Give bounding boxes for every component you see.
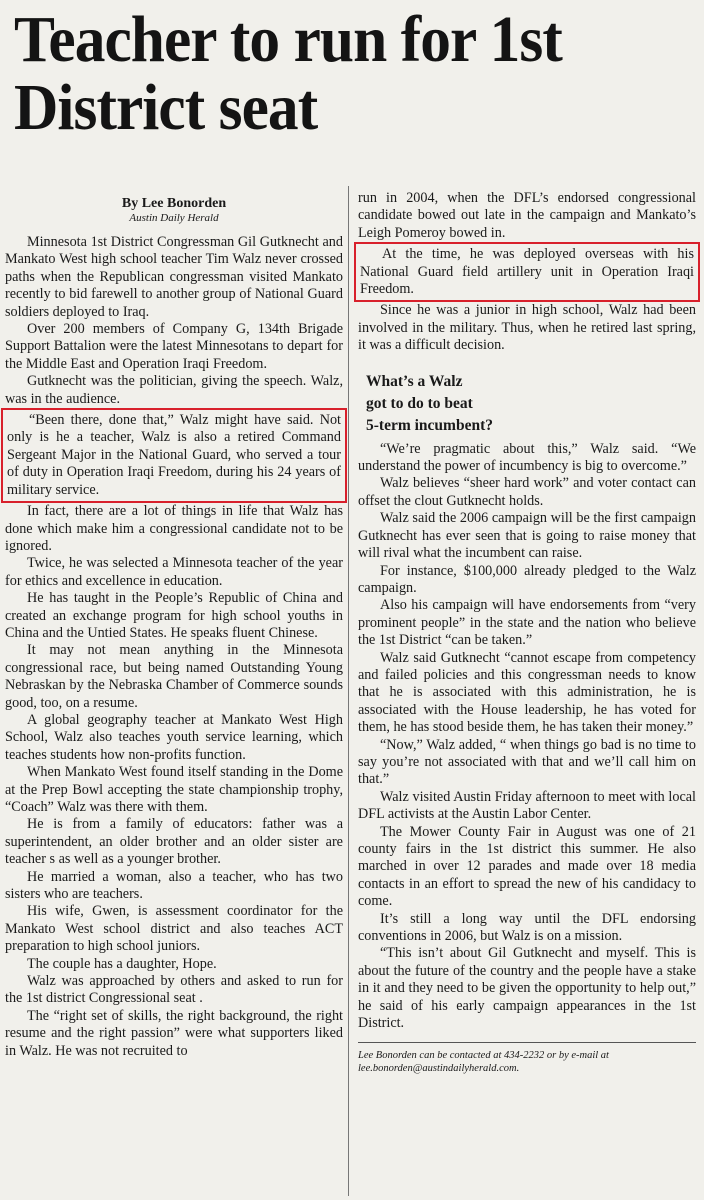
right-lead-paragraph: run in 2004, when the DFL’s endorsed congressional candidate bowed out late in the campaign and Mankato’s Leigh Pomeroy bowed in. — [358, 190, 696, 241]
paragraph: Also his campaign will have endorsements from “very prominent people” in the state and the nation who believe the 1st District “can be taken.” — [358, 597, 696, 649]
paragraph: The “right set of skills, the right background, the right resume and the right passion” were what supporters liked in Walz. He was not recruited to — [5, 1007, 343, 1059]
paragraph: When Mankato West found itself standing in the Dome at the Prep Bowl accepting the state championship trophy, “Coach” Walz was there with them. — [5, 764, 343, 815]
paragraph: Minnesota 1st District Congressman Gil Gutknecht and Mankato West high school teacher Tim Walz never crossed paths when the Republican congressman visited Mankato recently to bid farewell to another group of National Guard soldiers deployed to Iraq. — [5, 234, 343, 320]
paragraph: “We’re pragmatic about this,” Walz said. “We understand the power of incumbency is big to overcome.” — [358, 440, 696, 475]
paragraph: Walz said Gutknecht “cannot escape from competency and failed policies and this congressman needs to know that he is associated with this administration, he is associated with the House leadership, he has voted for them, he has stood beside them, he has taken their money.” — [358, 649, 696, 736]
paragraph: Walz visited Austin Friday afternoon to meet with local DFL activists at the Austin Labor Center. — [358, 788, 696, 823]
highlight-box-right — [354, 242, 700, 302]
footer-rule — [358, 1042, 696, 1043]
paragraph: It’s still a long way until the DFL endorsing conventions in 2006, but Walz is on a mission. — [358, 910, 696, 945]
paragraph: Gutknecht was the politician, giving the speech. Walz, was in the audience. — [5, 373, 343, 407]
subhead-line: got to do to beat — [366, 394, 473, 412]
paragraph: Walz believes “sheer hard work” and voter contact can offset the clout Gutknecht holds. — [358, 475, 696, 509]
paragraph: It may not mean anything in the Minnesota congressional race, but being named Outstanding Young Nebraskan by the Nebraska Chamber of Commerce sounds good, too, on a resume. — [5, 642, 343, 711]
paragraph: He married a woman, also a teacher, who has two sisters who are teachers. — [5, 868, 343, 903]
paragraph: In fact, there are a lot of things in life that Walz has done which make him a congressional candidate not to be ignored. — [5, 503, 343, 554]
subhead — [366, 371, 696, 437]
author-credit: Lee Bonorden can be contacted at 434-2232 or by e-mail at lee.bonorden@austindailyherald.com. — [358, 1050, 609, 1075]
left-body-paragraphs — [5, 503, 343, 1060]
paragraph: A global geography teacher at Mankato West High School, Walz also teaches youth service learning, which teaches students how non-profits function. — [5, 711, 343, 763]
subhead-line: What’s a Walz — [366, 372, 463, 390]
byline-organization: Austin Daily Herald — [129, 212, 219, 224]
left-intro-paragraphs — [5, 234, 343, 408]
highlight-paragraph-left: “Been there, done that,” Walz might have said. Not only is he a teacher, Walz is also a retired Command Sergeant Major in the National Guard, who served a tour of duty in Operation Iraqi Freedom, during his 24 years of military service. — [7, 412, 341, 498]
paragraph: His wife, Gwen, is assessment coordinator for the Mankato West school district and also teaches ACT preparation to high school juniors. — [5, 903, 343, 955]
column-divider — [348, 186, 349, 1196]
right-paragraph-after: Since he was a junior in high school, Walz had been involved in the military. Thus, when he retired last spring, it was a difficult decision. — [358, 302, 696, 354]
paragraph: Twice, he was selected a Minnesota teacher of the year for ethics and excellence in education. — [5, 555, 343, 589]
paragraph: The Mower County Fair in August was one of 21 county fairs in the 1st district this summer. He also marched in over 12 parades and made over 18 media contacts in an effort to spread the new of his candidacy to come. — [358, 823, 696, 910]
paragraph: For instance, $100,000 already pledged to the Walz campaign. — [358, 562, 696, 596]
paragraph: “This isn’t about Gil Gutknecht and myself. This is about the future of the country and the people have a stake in it and they need to be given the opportunity to help out,” he said of his early campaign appearances in the 1st District. — [358, 945, 696, 1032]
paragraph: Walz said the 2006 campaign will be the first campaign Gutknecht has ever seen that is going to raise money that will rival what the incumbent can raise. — [358, 510, 696, 562]
paragraph: “Now,” Walz added, “ when things go bad is no time to say you’re not associated with that and we’ll call him on that.” — [358, 736, 696, 788]
left-column — [5, 196, 343, 1060]
highlight-box-left — [1, 408, 347, 503]
highlight-paragraph-right: At the time, he was deployed overseas with his National Guard field artillery unit in Operation Iraqi Freedom. — [360, 246, 694, 298]
right-body-paragraphs — [358, 441, 696, 1033]
right-column — [358, 190, 696, 1075]
subhead-line: 5-term incumbent? — [366, 416, 493, 434]
paragraph: He has taught in the People’s Republic of China and created an exchange program for high school youths in China and the Untied States. He speaks fluent Chinese. — [5, 590, 343, 641]
byline — [5, 196, 343, 224]
paragraph: Over 200 members of Company G, 134th Brigade Support Battalion were the latest Minnesotans to depart for the Middle East and Operation Iraqi Freedom. — [5, 321, 343, 372]
paragraph: He is from a family of educators: father was a superintendent, an older brother and an older sister are teacher s as well as a younger brother. — [5, 816, 343, 868]
paragraph: Walz was approached by others and asked to run for the 1st district Congressional seat . — [5, 973, 343, 1007]
headline: Teacher to run for 1st District seat — [14, 3, 562, 144]
byline-author: By Lee Bonorden — [121, 196, 227, 211]
paragraph: The couple has a daughter, Hope. — [27, 955, 217, 972]
